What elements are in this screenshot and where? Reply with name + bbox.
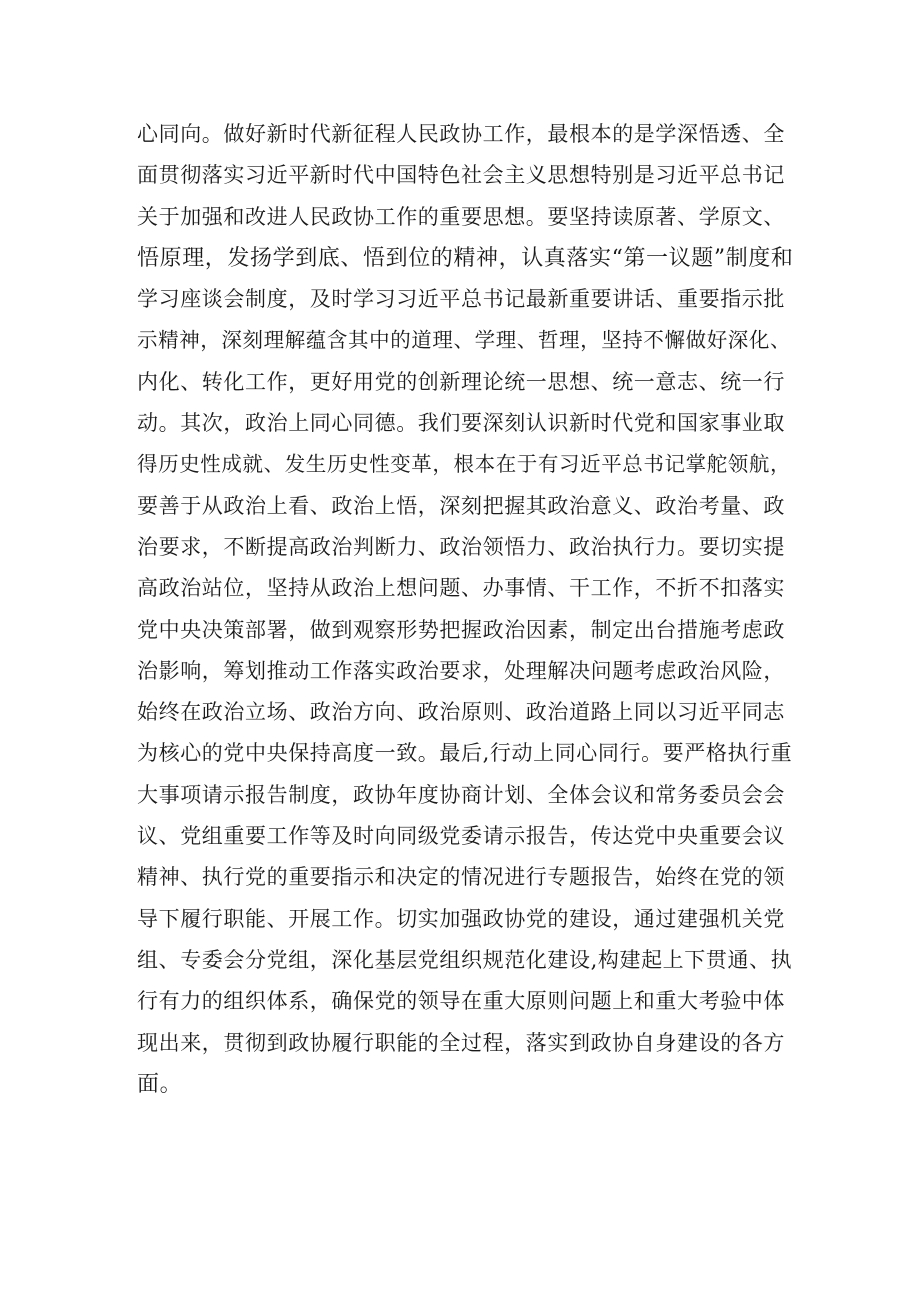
text-line: 内化、转化工作，更好用党的创新理论统一思想、统一意志、统一行 bbox=[137, 369, 785, 394]
text-line: 导下履行职能、开展工作。切实加强政协党的建设，通过建强机关党 bbox=[137, 906, 785, 931]
text-line: 治影响，筹划推动工作落实政治要求，处理解决问题考虑政治风险， bbox=[137, 658, 785, 683]
text-line: 议、党组重要工作等及时向同级党委请示报告，传达党中央重要会议 bbox=[137, 824, 785, 849]
text-line: 学习座谈会制度，及时学习习近平总书记最新重要讲话、重要指示批 bbox=[137, 287, 785, 312]
text-line: 组、专委会分党组，深化基层党组织规范化建设,构建起上下贯通、执 bbox=[137, 947, 793, 972]
text-line: 精神、执行党的重要指示和决定的情况进行专题报告，始终在党的领 bbox=[137, 865, 785, 890]
text-line: 心同向。做好新时代新征程人民政协工作，最根本的是学深悟透、全 bbox=[137, 122, 785, 146]
text-line: 要善于从政治上看、政治上悟，深刻把握其政治意义、政治考量、政 bbox=[137, 493, 785, 518]
text-line: 得历史性成就、发生历史性变革，根本在于有习近平总书记掌舵领航， bbox=[137, 452, 792, 477]
text-line: 始终在政治立场、政治方向、政治原则、政治道路上同以习近平同志 bbox=[137, 700, 785, 725]
text-line: 面贯彻落实习近平新时代中国特色社会主义思想特别是习近平总书记 bbox=[137, 163, 785, 188]
text-line: 示精神，深刻理解蕴含其中的道理、学理、哲理，坚持不懈做好深化、 bbox=[137, 328, 792, 353]
text-line: 为核心的党中央保持高度一致。最后,行动上同心同行。要严格执行重 bbox=[137, 741, 793, 766]
text-line: 高政治站位，坚持从政治上想问题、办事情、干工作，不折不扣落实 bbox=[137, 576, 785, 601]
text-line: 关于加强和改进人民政协工作的重要思想。要坚持读原著、学原文、 bbox=[137, 204, 785, 229]
text-line: 治要求，不断提高政治判断力、政治领悟力、政治执行力。要切实提 bbox=[137, 534, 785, 559]
text-line: 面。 bbox=[137, 1071, 183, 1097]
text-line: 动。其次，政治上同心同德。我们要深刻认识新时代党和国家事业取 bbox=[137, 411, 785, 436]
text-line: 现出来，贯彻到政协履行职能的全过程，落实到政协自身建设的各方 bbox=[137, 1030, 785, 1055]
text-line: 大事项请示报告制度，政协年度协商计划、全体会议和常务委员会会 bbox=[137, 782, 785, 807]
text-line: 行有力的组织体系，确保党的领导在重大原则问题上和重大考验中体 bbox=[137, 989, 785, 1014]
text-line: 党中央决策部署，做到观察形势把握政治因素，制定出台措施考虑政 bbox=[137, 617, 785, 642]
body-paragraph bbox=[137, 114, 797, 1105]
text-line: 悟原理，发扬学到底、悟到位的精神，认真落实“第一议题”制度和 bbox=[137, 245, 794, 271]
